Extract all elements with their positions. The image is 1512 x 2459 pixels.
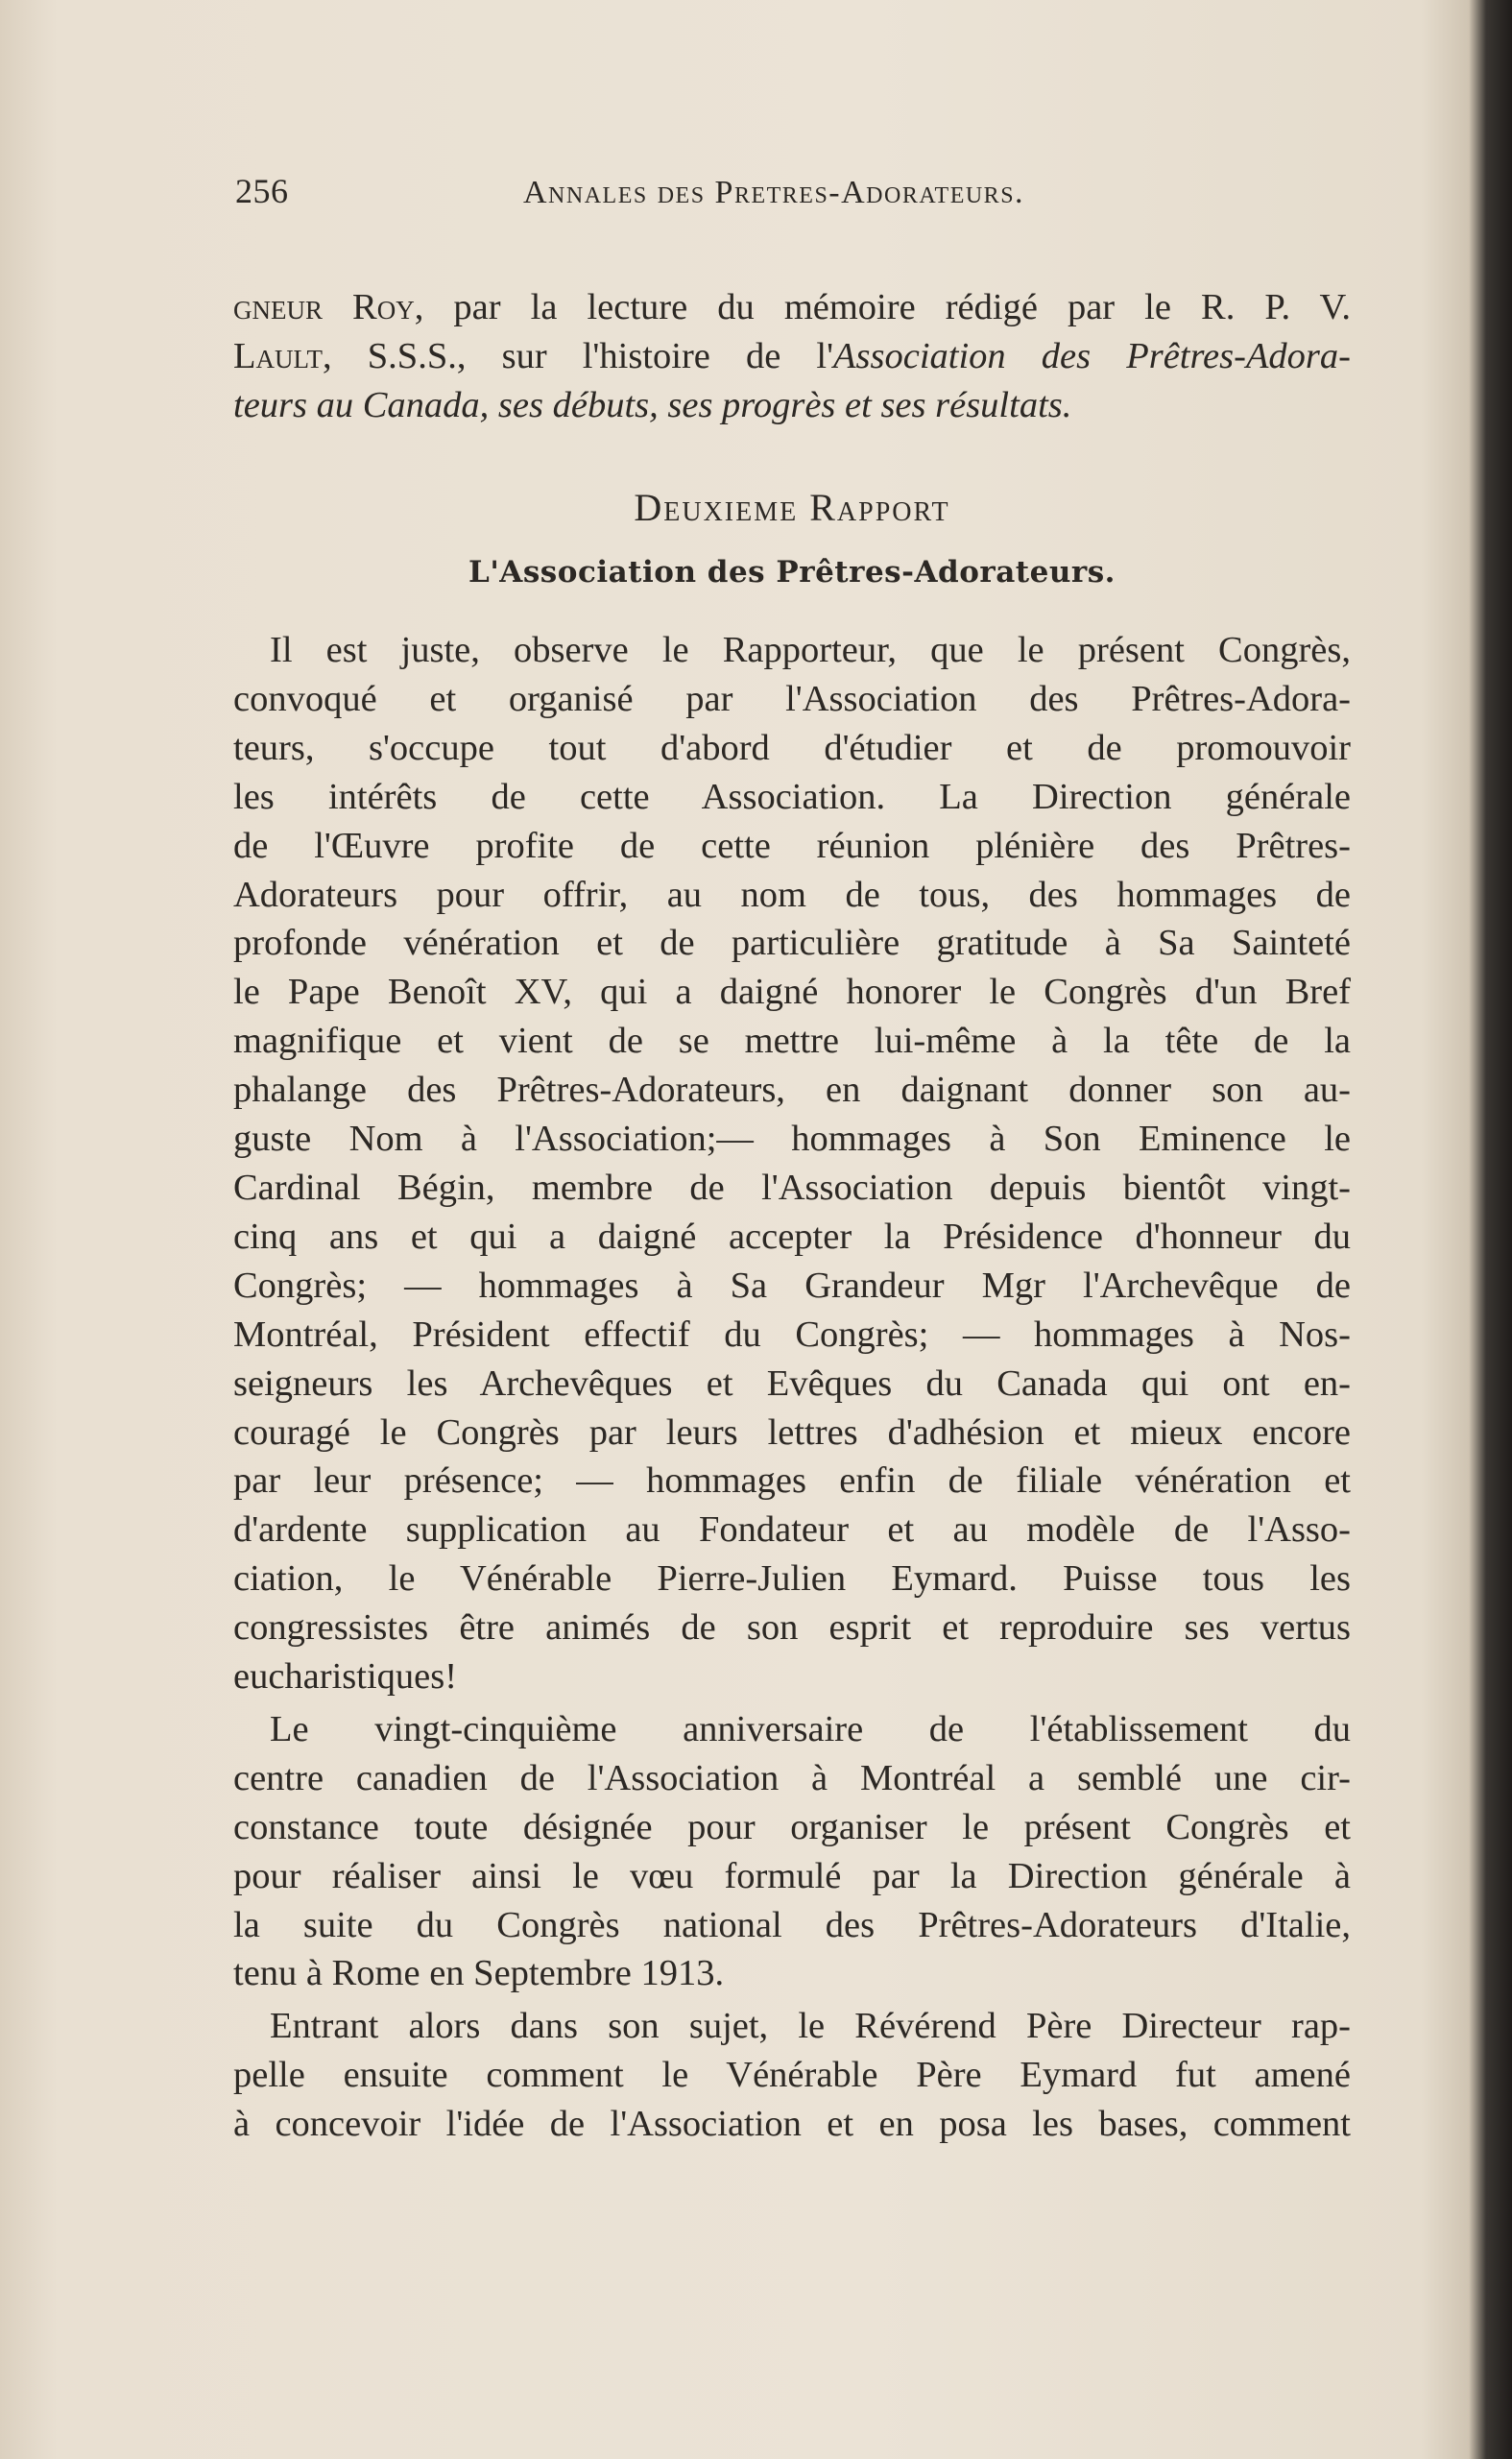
body-text — [233, 626, 1351, 2149]
intro-line — [233, 283, 1351, 332]
intro-paragraph — [233, 283, 1351, 429]
text-line: couragé le Congrès par leurs lettres d'adhésion et mieux encore — [233, 1411, 1351, 1453]
intro-line — [233, 381, 1351, 430]
text-line: tenu à Rome en Septembre 1913. — [233, 1953, 725, 1994]
page-number: 256 — [235, 172, 289, 210]
text-line: Adorateurs pour offrir, au nom de tous, des hommages de — [233, 874, 1351, 915]
text-line: d'ardente supplication au Fondateur et au modèle de l'Asso- — [233, 1509, 1351, 1551]
text-line: constance toute désignée pour organiser le présent Congrès et — [233, 1806, 1351, 1847]
text-line: seigneurs les Archevêques et Evêques du Canada qui ont en- — [233, 1362, 1351, 1404]
intro-smallcaps: gneur Roy, — [233, 287, 424, 327]
intro-smallcaps: Lault, — [233, 335, 332, 376]
text-line: Il est juste, observe le Rapporteur, que le présent Congrès, — [270, 630, 1351, 670]
intro-italic: Association des Prêtres-Adora- — [833, 335, 1351, 376]
text-line: ciation, le Vénérable Pierre-Julien Eymard. Puisse tous les — [233, 1558, 1351, 1600]
text-line: à concevoir l'idée de l'Association et en posa les bases, comment — [233, 2104, 1351, 2145]
text-line: Montréal, Président effectif du Congrès; — hommages à Nos- — [233, 1314, 1351, 1355]
intro-italic: teurs au Canada, ses débuts, ses progrès et ses résultats. — [233, 384, 1072, 425]
text-line: le Pape Benoît XV, qui a daigné honorer le Congrès d'un Bref — [233, 972, 1351, 1013]
body-paragraph — [233, 2002, 1351, 2149]
body-paragraph — [233, 626, 1351, 1701]
text-line: pour réaliser ainsi le vœu formulé par la Direction générale à — [233, 1855, 1351, 1896]
page-header — [235, 171, 1349, 219]
text-line: centre canadien de l'Association à Montréal a semblé une cir- — [233, 1757, 1351, 1798]
section-subheading: L'Association des Prêtres-Adorateurs. — [468, 555, 1116, 590]
text-line: la suite du Congrès national des Prêtres-Adorateurs d'Italie, — [233, 1904, 1351, 1945]
text-line: phalange des Prêtres-Adorateurs, en daignant donner son au- — [233, 1070, 1351, 1111]
section-heading: Deuxieme Rapport — [634, 486, 950, 529]
text-line: convoqué et organisé par l'Association des Prêtres-Adora- — [233, 678, 1351, 719]
text-line: par leur présence; — hommages enfin de filiale vénération et — [233, 1460, 1351, 1502]
text-line: Le vingt-cinquième anniversaire de l'établissement du — [270, 1708, 1351, 1749]
text-line: Cardinal Bégin, membre de l'Association depuis bientôt vingt- — [233, 1167, 1351, 1208]
text-line: magnifique et vient de se mettre lui-même à la tête de la — [233, 1021, 1351, 1062]
text-line: de l'Œuvre profite de cette réunion plénière des Prêtres- — [233, 825, 1351, 866]
running-title: Annales des Pretres-Adorateurs. — [523, 175, 1025, 210]
text-line: guste Nom à l'Association;— hommages à Son Eminence le — [233, 1119, 1351, 1160]
intro-text: par la lecture du mémoire rédigé par le R. P. V. — [423, 287, 1351, 327]
text-line: congressistes être animés de son esprit et reproduire ses vertus — [233, 1607, 1351, 1649]
text-line: eucharistiques! — [233, 1656, 458, 1698]
text-line: pelle ensuite comment le Vénérable Père Eymard fut amené — [233, 2055, 1351, 2096]
text-line: cinq ans et qui a daigné accepter la Présidence d'honneur du — [233, 1216, 1351, 1257]
intro-text: S.S.S., sur l'histoire de l' — [331, 335, 834, 376]
body-paragraph — [233, 1705, 1351, 1998]
text-line: Entrant alors dans son sujet, le Révérend Père Directeur rap- — [270, 2006, 1351, 2047]
intro-line — [233, 332, 1351, 381]
text-line: teurs, s'occupe tout d'abord d'étudier et de promouvoir — [233, 727, 1351, 768]
text-line: Congrès; — hommages à Sa Grandeur Mgr l'Archevêque de — [233, 1265, 1351, 1306]
text-line: profonde vénération et de particulière gratitude à Sa Sainteté — [233, 923, 1351, 964]
text-line: les intérêts de cette Association. La Direction générale — [233, 776, 1351, 817]
